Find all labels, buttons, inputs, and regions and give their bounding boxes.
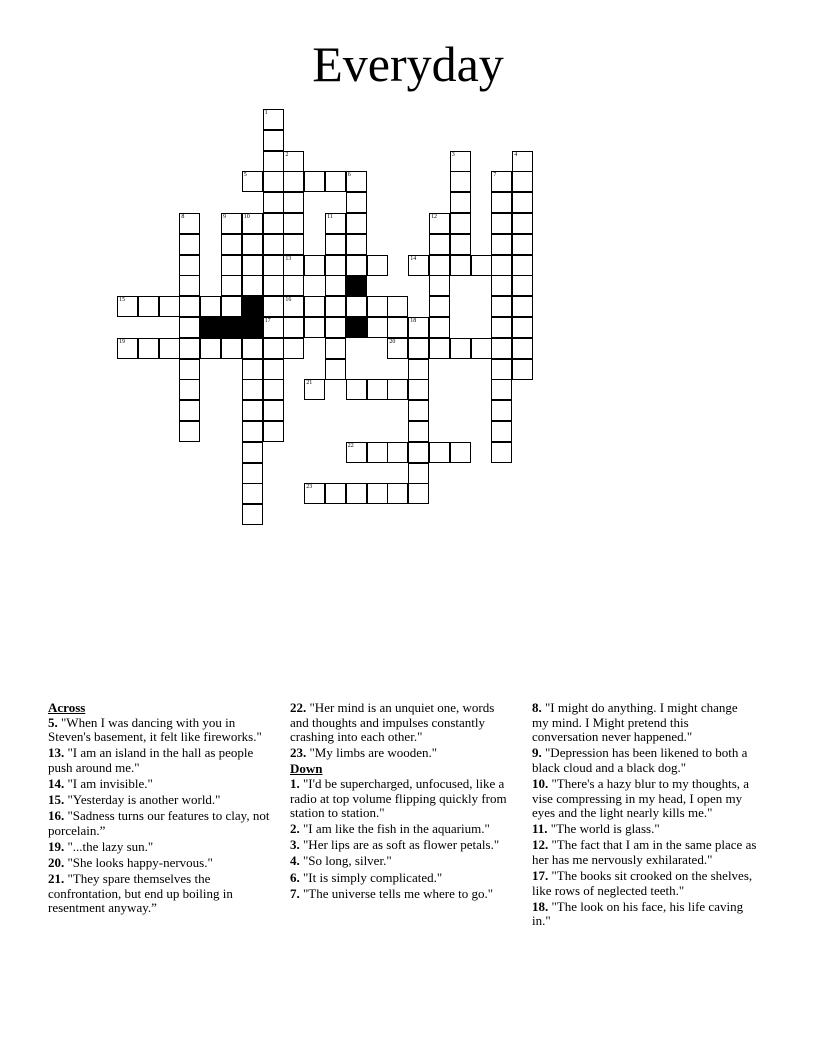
grid-cell[interactable] xyxy=(283,296,304,317)
grid-cell[interactable] xyxy=(263,359,284,380)
clue-text: "They spare themselves the confrontation, but end up boiling in resentment anyway.” xyxy=(48,871,233,916)
clue-number-label: 16 xyxy=(285,297,292,304)
grid-cell[interactable] xyxy=(221,338,242,359)
grid-cell[interactable] xyxy=(325,213,346,234)
clue-text: "Her lips are as soft as flower petals." xyxy=(303,837,500,853)
clue-item xyxy=(532,900,757,929)
grid-cell[interactable] xyxy=(491,379,512,400)
clue-text: "When I was dancing with you in Steven's basement, it felt like fireworks." xyxy=(48,714,262,745)
clue-number-label: 19 xyxy=(119,338,125,345)
grid-cell[interactable] xyxy=(242,463,263,484)
grid-cell[interactable] xyxy=(408,338,429,359)
grid-cell[interactable] xyxy=(491,400,512,421)
grid-cell[interactable] xyxy=(221,213,242,234)
clue-number: 20. xyxy=(48,854,68,870)
clue-number-label: 21 xyxy=(306,380,313,387)
clue-item xyxy=(532,838,757,867)
clue-item xyxy=(48,840,273,855)
grid-cell[interactable] xyxy=(429,338,450,359)
grid-cell[interactable] xyxy=(512,151,533,172)
grid-cell[interactable] xyxy=(450,338,471,359)
grid-cell[interactable] xyxy=(283,338,304,359)
grid-cell[interactable] xyxy=(263,255,284,276)
grid-block-cell xyxy=(200,317,221,338)
clue-number-label: 8 xyxy=(181,214,185,220)
clue-text: "The look on his face, his life caving in." xyxy=(532,898,744,929)
clue-item xyxy=(48,746,273,775)
grid-cell[interactable] xyxy=(242,442,263,463)
clue-item xyxy=(48,793,273,808)
grid-cell[interactable] xyxy=(346,296,367,317)
grid-cell[interactable] xyxy=(179,234,200,255)
clue-item xyxy=(290,822,515,837)
grid-cell[interactable] xyxy=(450,192,471,213)
down-clue-list-continued xyxy=(532,701,757,929)
clue-number-label: 15 xyxy=(119,297,125,304)
clue-number: 8. xyxy=(532,700,545,715)
grid-cell[interactable] xyxy=(179,379,200,400)
grid-cell[interactable] xyxy=(408,255,429,276)
clue-text: "There's a hazy blur to my thoughts, a vise compressing in my head, I open my eyes and the light nearly kills me." xyxy=(532,775,750,821)
grid-cell[interactable] xyxy=(200,338,221,359)
grid-cell[interactable] xyxy=(408,359,429,380)
grid-cell[interactable] xyxy=(263,234,284,255)
grid-cell[interactable] xyxy=(491,275,512,296)
clue-text: "Yesterday is another world." xyxy=(67,792,221,808)
clue-item xyxy=(290,838,515,853)
grid-cell[interactable] xyxy=(117,296,138,317)
grid-cell[interactable] xyxy=(304,379,325,400)
clue-number: 3. xyxy=(290,837,303,853)
grid-cell[interactable] xyxy=(512,338,533,359)
grid-cell[interactable] xyxy=(387,442,408,463)
clue-number-label: 10 xyxy=(243,214,250,220)
grid-block-cell xyxy=(346,317,367,338)
grid-cell[interactable] xyxy=(387,379,408,400)
grid-cell[interactable] xyxy=(429,255,450,276)
down-clue-list xyxy=(290,777,515,901)
grid-cell[interactable] xyxy=(408,317,429,338)
grid-cell[interactable] xyxy=(325,171,346,192)
grid-cell[interactable] xyxy=(325,255,346,276)
grid-block-cell xyxy=(346,275,367,296)
grid-cell[interactable] xyxy=(179,421,200,442)
grid-cell[interactable] xyxy=(283,255,304,276)
grid-cell[interactable] xyxy=(387,317,408,338)
clue-number-label: 2 xyxy=(285,151,289,158)
grid-cell[interactable] xyxy=(263,421,284,442)
grid-cell[interactable] xyxy=(491,234,512,255)
grid-cell[interactable] xyxy=(325,275,346,296)
grid-cell[interactable] xyxy=(283,317,304,338)
grid-cell[interactable] xyxy=(367,255,388,276)
grid-cell[interactable] xyxy=(450,151,471,172)
grid-cell[interactable] xyxy=(346,379,367,400)
clue-item xyxy=(48,716,273,745)
grid-cell[interactable] xyxy=(387,483,408,504)
grid-cell[interactable] xyxy=(304,171,325,192)
grid-cell[interactable] xyxy=(429,234,450,255)
grid-cell[interactable] xyxy=(512,213,533,234)
grid-cell[interactable] xyxy=(304,483,325,504)
grid-cell[interactable] xyxy=(283,192,304,213)
grid-cell[interactable] xyxy=(429,296,450,317)
clue-item xyxy=(48,809,273,838)
clue-number: 9. xyxy=(532,745,545,761)
clue-text: "It is simply complicated." xyxy=(303,869,443,885)
grid-cell[interactable] xyxy=(429,213,450,234)
grid-cell[interactable] xyxy=(429,275,450,296)
grid-cell[interactable] xyxy=(512,171,533,192)
grid-cell[interactable] xyxy=(179,296,200,317)
clue-text: "Sadness turns our features to clay, not porcelain.” xyxy=(48,808,270,838)
grid-cell[interactable] xyxy=(387,296,408,317)
grid-cell[interactable] xyxy=(200,296,221,317)
grid-cell[interactable] xyxy=(242,275,263,296)
grid-cell[interactable] xyxy=(179,400,200,421)
grid-cell[interactable] xyxy=(491,192,512,213)
clue-text: "...the lazy sun." xyxy=(67,838,154,854)
grid-cell[interactable] xyxy=(325,483,346,504)
clue-item xyxy=(290,701,515,745)
grid-cell[interactable] xyxy=(346,255,367,276)
grid-cell[interactable] xyxy=(138,296,159,317)
grid-cell[interactable] xyxy=(491,442,512,463)
grid-block-cell xyxy=(242,317,263,338)
grid-cell[interactable] xyxy=(263,296,284,317)
clue-text: "The world is glass." xyxy=(550,821,660,837)
clue-number-label: 3 xyxy=(451,151,455,158)
grid-cell[interactable] xyxy=(179,359,200,380)
grid-cell[interactable] xyxy=(367,296,388,317)
grid-cell[interactable] xyxy=(179,338,200,359)
grid-cell[interactable] xyxy=(242,234,263,255)
clues-column-1 xyxy=(48,701,273,917)
clue-number: 17. xyxy=(532,868,552,884)
grid-cell[interactable] xyxy=(263,109,284,130)
grid-cell[interactable] xyxy=(221,275,242,296)
grid-cell[interactable] xyxy=(408,463,429,484)
clue-item xyxy=(290,777,515,821)
grid-block-cell xyxy=(221,317,242,338)
grid-cell[interactable] xyxy=(512,296,533,317)
grid-cell[interactable] xyxy=(512,192,533,213)
grid-cell[interactable] xyxy=(138,338,159,359)
grid-cell[interactable] xyxy=(283,275,304,296)
grid-cell[interactable] xyxy=(263,171,284,192)
clue-number-label: 12 xyxy=(431,214,437,220)
across-clue-list xyxy=(48,716,273,916)
across-heading: Across xyxy=(48,700,86,715)
grid-cell[interactable] xyxy=(221,296,242,317)
clue-text: "Depression has been likened to both a black cloud and a black dog." xyxy=(532,745,748,775)
grid-cell[interactable] xyxy=(346,234,367,255)
clue-number-label: 6 xyxy=(347,172,351,179)
grid-cell[interactable] xyxy=(242,421,263,442)
grid-cell[interactable] xyxy=(512,359,533,380)
grid-cell[interactable] xyxy=(325,234,346,255)
clue-text: "The books sit crooked on the shelves, like rows of neglected teeth." xyxy=(532,868,753,898)
clue-number: 4. xyxy=(290,853,303,869)
grid-cell[interactable] xyxy=(304,317,325,338)
clue-number: 12. xyxy=(532,837,552,853)
grid-cell[interactable] xyxy=(450,213,471,234)
clue-item xyxy=(532,701,757,745)
grid-cell[interactable] xyxy=(450,442,471,463)
grid-cell[interactable] xyxy=(263,130,284,151)
grid-cell[interactable] xyxy=(491,421,512,442)
clue-number: 7. xyxy=(290,885,303,901)
puzzle-title: Everyday xyxy=(312,36,504,92)
grid-cell[interactable] xyxy=(179,317,200,338)
clue-number-label: 7 xyxy=(493,172,497,179)
grid-cell[interactable] xyxy=(450,255,471,276)
clue-item xyxy=(48,777,273,792)
grid-cell[interactable] xyxy=(221,255,242,276)
clue-number: 15. xyxy=(48,792,68,808)
clue-item xyxy=(48,856,273,871)
grid-cell[interactable] xyxy=(471,255,492,276)
grid-cell[interactable] xyxy=(367,483,388,504)
grid-cell[interactable] xyxy=(367,379,388,400)
clue-item xyxy=(48,872,273,916)
grid-cell[interactable] xyxy=(408,442,429,463)
grid-cell[interactable] xyxy=(346,192,367,213)
grid-cell[interactable] xyxy=(179,255,200,276)
grid-cell[interactable] xyxy=(283,213,304,234)
clue-text: "My limbs are wooden." xyxy=(309,745,438,761)
grid-cell[interactable] xyxy=(221,234,242,255)
clue-number: 10. xyxy=(532,775,552,791)
grid-cell[interactable] xyxy=(325,317,346,338)
grid-cell[interactable] xyxy=(512,255,533,276)
clue-number: 11. xyxy=(532,821,551,837)
grid-cell[interactable] xyxy=(491,359,512,380)
grid-cell[interactable] xyxy=(263,151,284,172)
clue-item xyxy=(532,777,757,821)
grid-cell[interactable] xyxy=(283,151,304,172)
clue-item xyxy=(290,887,515,902)
clues-column-2 xyxy=(290,701,515,903)
grid-cell[interactable] xyxy=(325,338,346,359)
grid-cell[interactable] xyxy=(242,338,263,359)
clue-number: 6. xyxy=(290,869,303,885)
grid-cell[interactable] xyxy=(263,317,284,338)
clue-item xyxy=(290,746,515,761)
grid-cell[interactable] xyxy=(325,359,346,380)
grid-cell[interactable] xyxy=(263,213,284,234)
grid-cell[interactable] xyxy=(304,255,325,276)
clue-text: "The universe tells me where to go." xyxy=(303,885,494,901)
grid-cell[interactable] xyxy=(346,213,367,234)
grid-cell[interactable] xyxy=(491,171,512,192)
grid-cell[interactable] xyxy=(491,255,512,276)
grid-cell[interactable] xyxy=(491,296,512,317)
clues-column-3 xyxy=(532,701,757,930)
clue-text: "I am an island in the hall as people push around me." xyxy=(48,745,254,775)
grid-cell[interactable] xyxy=(242,213,263,234)
clue-item xyxy=(532,746,757,775)
across-clue-list-continued xyxy=(290,701,515,761)
grid-cell[interactable] xyxy=(512,317,533,338)
clue-number-label: 4 xyxy=(514,151,518,158)
clue-number-label: 1 xyxy=(264,110,268,116)
grid-cell[interactable] xyxy=(491,213,512,234)
clue-number-label: 23 xyxy=(306,484,313,491)
grid-cell[interactable] xyxy=(491,317,512,338)
clue-text: "I am like the fish in the aquarium." xyxy=(303,821,490,837)
clue-number: 14. xyxy=(48,775,68,791)
clue-number: 22. xyxy=(290,700,310,715)
grid-cell[interactable] xyxy=(429,317,450,338)
clue-text: "I might do anything. I might change my mind. I Might pretend this conversation never happened." xyxy=(532,700,738,745)
grid-cell[interactable] xyxy=(242,171,263,192)
grid-cell[interactable] xyxy=(325,296,346,317)
clue-number: 19. xyxy=(48,838,68,854)
down-heading: Down xyxy=(290,761,323,777)
clue-number: 16. xyxy=(48,808,68,824)
clue-number-label: 22 xyxy=(347,442,354,449)
grid-cell[interactable] xyxy=(450,234,471,255)
grid-cell[interactable] xyxy=(346,442,367,463)
clue-text: "Her mind is an unquiet one, words and thoughts and impulses constantly crashing into each other." xyxy=(290,700,495,745)
grid-cell[interactable] xyxy=(387,338,408,359)
grid-cell[interactable] xyxy=(242,504,263,525)
grid-cell[interactable] xyxy=(450,171,471,192)
grid-cell[interactable] xyxy=(159,296,180,317)
grid-cell[interactable] xyxy=(117,338,138,359)
grid-cell[interactable] xyxy=(346,483,367,504)
clue-number: 5. xyxy=(48,714,61,730)
clue-number: 1. xyxy=(290,775,303,791)
clue-number: 13. xyxy=(48,745,68,761)
clue-item xyxy=(290,871,515,886)
grid-cell[interactable] xyxy=(512,275,533,296)
clue-text: "I'd be supercharged, unfocused, like a radio at top volume flipping quickly from station to station." xyxy=(290,775,507,821)
clue-number-label: 20 xyxy=(389,338,396,345)
grid-cell[interactable] xyxy=(304,296,325,317)
grid-cell[interactable] xyxy=(429,442,450,463)
grid-cell[interactable] xyxy=(408,379,429,400)
grid-cell[interactable] xyxy=(242,255,263,276)
clue-item xyxy=(532,822,757,837)
grid-cell[interactable] xyxy=(242,359,263,380)
clue-number: 23. xyxy=(290,745,310,761)
grid-cell[interactable] xyxy=(408,483,429,504)
grid-cell[interactable] xyxy=(408,421,429,442)
clue-number-label: 17 xyxy=(264,318,271,324)
grid-cell[interactable] xyxy=(179,213,200,234)
grid-cell[interactable] xyxy=(159,338,180,359)
grid-cell[interactable] xyxy=(179,275,200,296)
grid-cell[interactable] xyxy=(263,400,284,421)
grid-cell[interactable] xyxy=(242,379,263,400)
clue-text: "I am invisible." xyxy=(67,775,153,791)
grid-cell[interactable] xyxy=(367,317,388,338)
grid-cell[interactable] xyxy=(263,275,284,296)
clue-item xyxy=(290,854,515,869)
grid-cell[interactable] xyxy=(408,400,429,421)
clue-text: "The fact that I am in the same place as her has me nervously exhilarated." xyxy=(532,837,757,867)
clue-number: 18. xyxy=(532,898,552,914)
grid-cell[interactable] xyxy=(242,400,263,421)
grid-cell[interactable] xyxy=(367,442,388,463)
clue-text: "So long, silver." xyxy=(303,853,392,869)
clue-item xyxy=(532,869,757,898)
clue-number: 21. xyxy=(48,871,68,887)
clue-number-label: 9 xyxy=(223,214,226,220)
grid-block-cell xyxy=(242,296,263,317)
clue-number: 2. xyxy=(290,821,303,837)
grid-cell[interactable] xyxy=(242,483,263,504)
grid-cell[interactable] xyxy=(283,234,304,255)
clue-number-label: 18 xyxy=(410,318,417,324)
grid-cell[interactable] xyxy=(283,171,304,192)
grid-cell[interactable] xyxy=(263,379,284,400)
grid-cell[interactable] xyxy=(263,338,284,359)
grid-cell[interactable] xyxy=(512,234,533,255)
clue-text: "She looks happy-nervous." xyxy=(67,854,213,870)
grid-cell[interactable] xyxy=(471,338,492,359)
grid-cell[interactable] xyxy=(491,338,512,359)
clue-number-label: 13 xyxy=(285,255,292,262)
clue-number-label: 14 xyxy=(410,255,417,262)
grid-cell[interactable] xyxy=(346,171,367,192)
clue-number-label: 11 xyxy=(327,214,333,220)
grid-cell[interactable] xyxy=(263,192,284,213)
clue-number-label: 5 xyxy=(243,172,247,179)
